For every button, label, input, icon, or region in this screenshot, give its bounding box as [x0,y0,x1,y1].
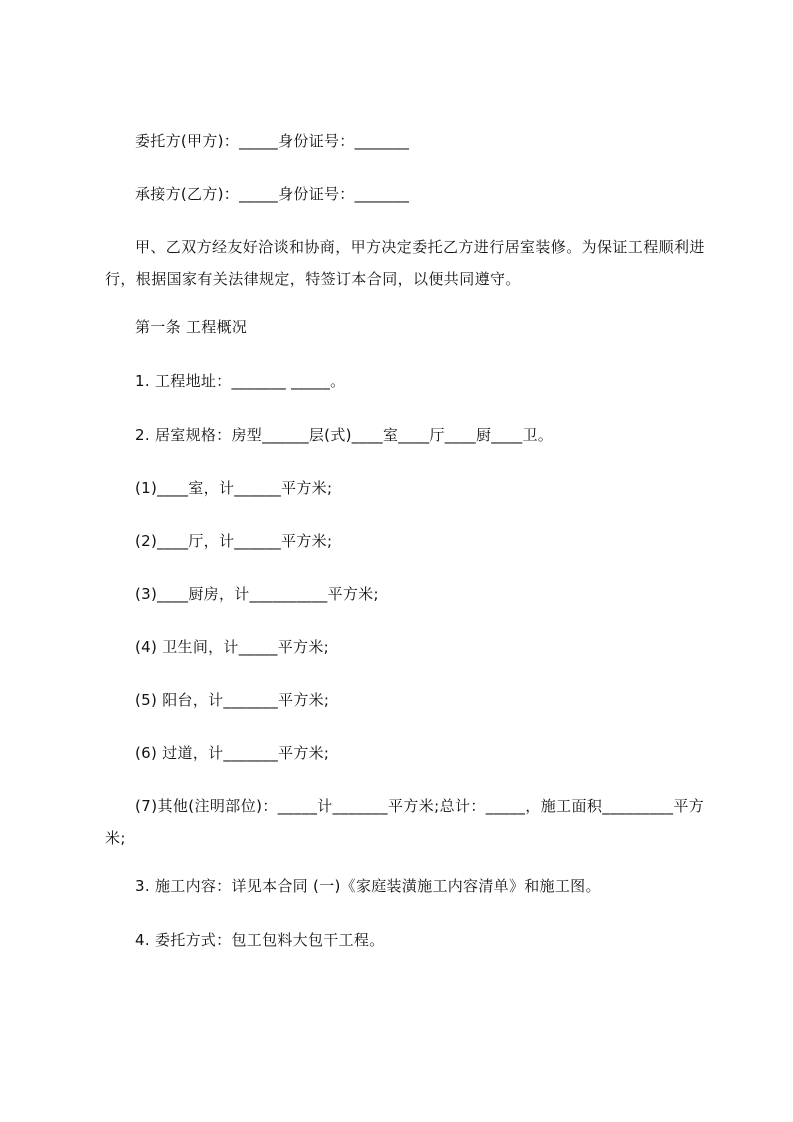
sub-item-4-bathroom: (4) 卫生间，计_____平方米; [135,638,329,656]
intro-paragraph: 甲、乙双方经友好洽谈和协商，甲方决定委托乙方进行居室装修。为保证工程顺利进行，根据国家有关法律规定，特签订本合同，以便共同遵守。 [105,238,705,288]
party-a-line: 委托方(甲方)：_____身份证号：_______ [135,132,410,150]
sub-item-7-other: (7)其他(注明部位)：_____计_______平方米;总计：_____，施工面积_________平方米; [105,797,705,847]
sub-item-5-balcony: (5) 阳台，计_______平方米; [135,691,330,709]
sub-item-2-halls: (2)____厅，计______平方米; [135,532,333,550]
article-1-title: 第一条 工程概况 [135,318,248,336]
sub-item-3-kitchen: (3)____厨房，计__________平方米; [135,585,379,603]
item-3-content: 3. 施工内容：详见本合同 (一)《家庭装潢施工内容清单》和施工图。 [135,877,601,895]
item-1-address: 1. 工程地址：_______ _____。 [135,372,346,390]
item-2-room-spec: 2. 居室规格：房型______层(式)____室____厅____厨____卫。 [135,426,554,444]
sub-item-6-corridor: (6) 过道，计_______平方米; [135,744,330,762]
sub-item-1-rooms: (1)____室，计______平方米; [135,479,333,497]
party-b-line: 承接方(乙方)：_____身份证号：_______ [135,185,410,203]
item-4-method: 4. 委托方式：包工包料大包干工程。 [135,931,385,949]
